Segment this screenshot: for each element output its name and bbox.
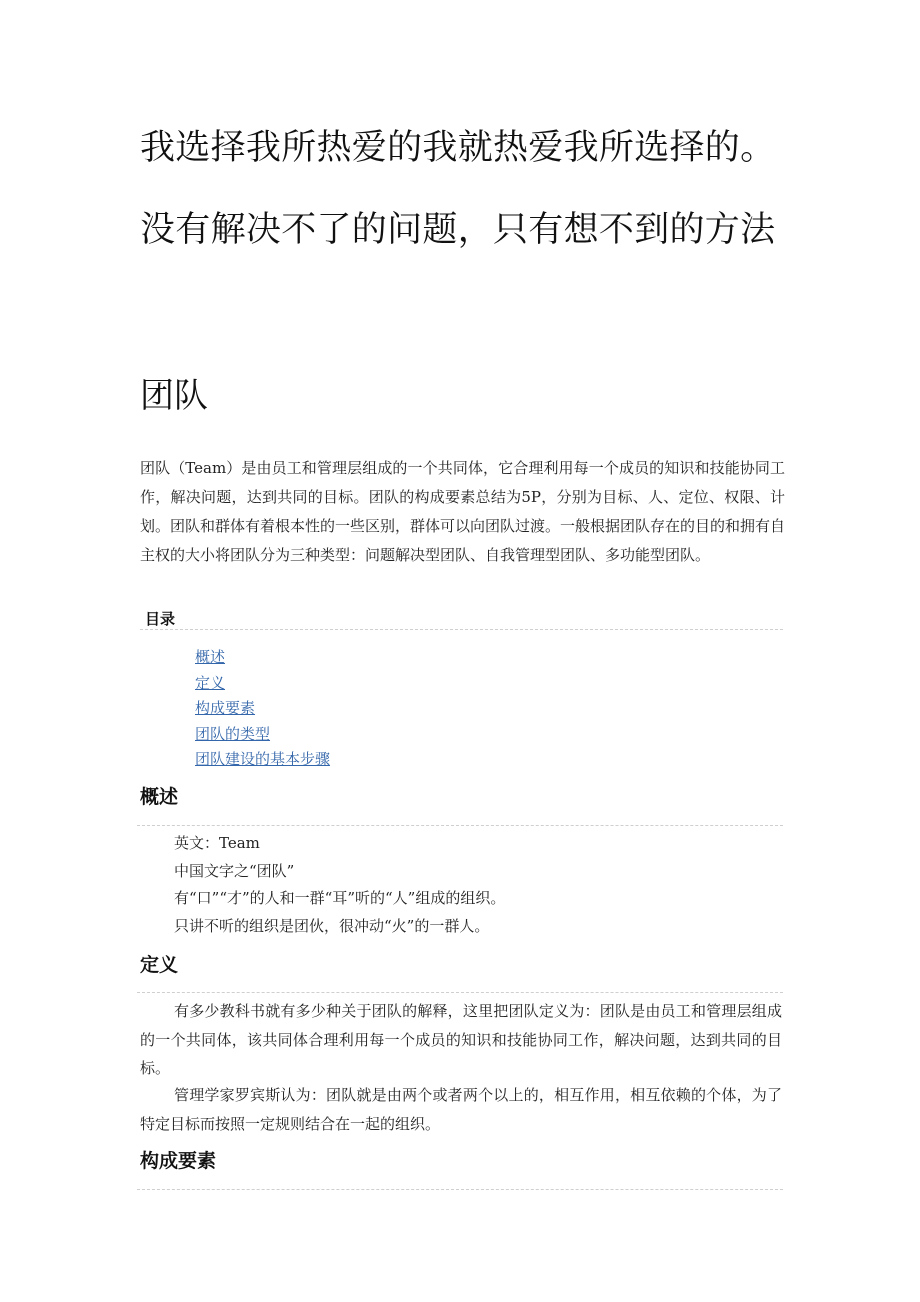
toc-title: 目录 (145, 610, 176, 628)
overview-line: 有“口”“才”的人和一群“耳”听的“人”组成的组织。 (174, 889, 506, 907)
toc-item (195, 746, 330, 772)
overview-line: 只讲不听的组织是团伙，很冲动“火”的一群人。 (174, 916, 490, 935)
toc-link-elements[interactable]: 构成要素 (195, 699, 256, 717)
toc-link-types[interactable]: 团队的类型 (195, 724, 271, 743)
motto-line-1: 我选择我所热爱的我就热爱我所选择的。 (140, 128, 776, 168)
section-heading-overview: 概述 (140, 786, 179, 808)
toc-item (195, 644, 330, 670)
toc-divider (140, 629, 783, 630)
definition-paragraph-2: 管理学家罗宾斯认为：团队就是由两个或者两个以上的，相互作用，相互依赖的个体，为了特定目标而按照一定规则结合在一起的组织。 (140, 1086, 782, 1133)
toc-link-steps[interactable]: 团队建设的基本步骤 (195, 750, 331, 768)
overview-lines (174, 830, 505, 940)
overview-line: 中国文字之“团队” (174, 861, 295, 880)
section-divider (137, 1189, 783, 1190)
toc-list (195, 644, 330, 772)
toc-item (195, 721, 330, 747)
intro-paragraph: 团队（Team）是由员工和管理层组成的一个共同体，它合理利用每一个成员的知识和技能协同工作，解决问题，达到共同的目标。团队的构成要素总结为5P，分别为目标、人、定位、权限、计划。团队和群体有着根本性的一些区别，群体可以向团队过渡。一般根据团队存在的目的和拥有自主权的大小将团队分为三种类型：问题解决型团队、自我管理型团队、多功能型团队。 (140, 459, 786, 564)
section-divider (137, 992, 783, 993)
toc-link-overview[interactable]: 概述 (195, 648, 226, 666)
page-title: 团队 (140, 376, 208, 416)
section-heading-definition: 定义 (140, 954, 179, 976)
toc-item (195, 695, 330, 721)
toc-link-definition[interactable]: 定义 (195, 673, 226, 692)
definition-paragraph-1: 有多少教科书就有多少种关于团队的解释，这里把团队定义为：团队是由员工和管理层组成的一个共同体，该共同体合理利用每一个成员的知识和技能协同工作，解决问题，达到共同的目标。 (140, 1002, 782, 1077)
motto-line-2: 没有解决不了的问题，只有想不到的方法 (140, 210, 776, 250)
section-divider (137, 825, 783, 826)
overview-line: 英文：Team (174, 834, 260, 852)
toc-item (195, 670, 330, 696)
section-heading-elements: 构成要素 (140, 1150, 217, 1172)
